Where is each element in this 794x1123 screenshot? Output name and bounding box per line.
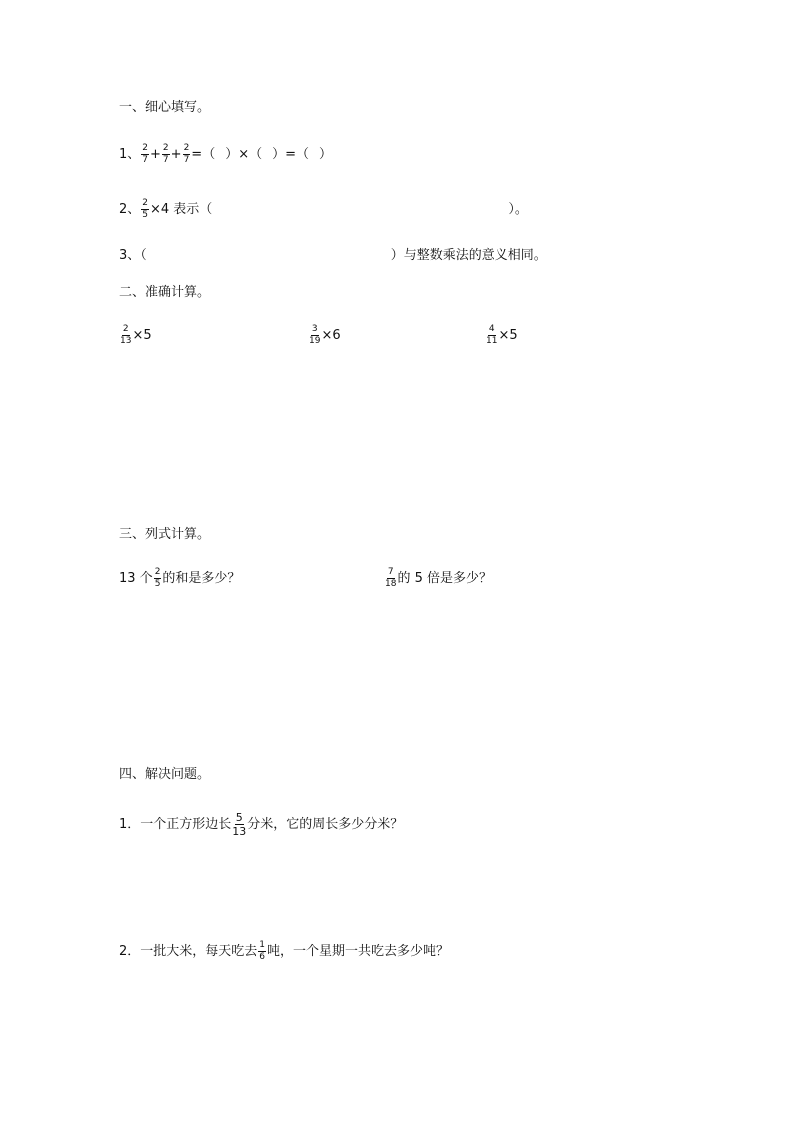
expr-question-b xyxy=(384,568,492,589)
fraction: $\frac{2}{13}$ xyxy=(120,324,132,346)
section-3-heading: 三、列式计算。 xyxy=(119,527,211,542)
fraction: $\frac{2}{7}$ xyxy=(142,143,149,165)
fraction: $\frac{2}{7}$ xyxy=(183,143,190,165)
fraction: $\frac{2}{5}$ xyxy=(142,198,149,220)
word-problem-1 xyxy=(119,812,403,837)
plus-sign: + xyxy=(170,147,182,162)
blank-mid: ）×（ xyxy=(225,147,263,162)
fraction: $\frac{2}{5}$ xyxy=(154,567,161,589)
operator-text: ×5 xyxy=(132,328,152,343)
fraction: $\frac{5}{13}$ xyxy=(232,811,247,838)
q-number: 2、 xyxy=(119,202,141,217)
q-text: 13 个 xyxy=(119,571,153,586)
q-text: 分米，它的周长多少分米？ xyxy=(247,817,404,832)
expr-question-a xyxy=(119,568,240,589)
fraction: $\frac{1}{6}$ xyxy=(259,940,266,962)
question-1-2 xyxy=(119,199,528,220)
q-text: 的 5 倍是多少？ xyxy=(397,571,492,586)
section-4-heading: 四、解决问题。 xyxy=(119,767,211,782)
q-number: 1、 xyxy=(119,147,141,162)
q-text: ）。 xyxy=(508,202,528,217)
calc-item-2 xyxy=(308,325,341,346)
plus-sign: + xyxy=(150,147,161,162)
section-2-heading: 二、准确计算。 xyxy=(119,285,211,300)
q-text: ）与整数乘法的意义相同。 xyxy=(390,248,547,263)
q-text: ×4 表示（ xyxy=(150,202,213,217)
q-text: 吨，一个星期一共吃去多少吨？ xyxy=(267,944,450,959)
q-text: 的和是多少？ xyxy=(162,571,241,586)
blank-close: ） xyxy=(319,147,333,162)
calc-item-1 xyxy=(119,325,152,346)
blank-mid: ）=（ xyxy=(272,147,310,162)
q-text: 1．一个正方形边长 xyxy=(119,817,232,832)
section-1-heading: 一、细心填写。 xyxy=(119,100,211,115)
calc-item-3 xyxy=(485,325,518,346)
question-1-1 xyxy=(119,144,332,165)
q-text: 2．一批大米，每天吃去 xyxy=(119,944,258,959)
q-text: 3、（ xyxy=(119,248,147,263)
fraction: $\frac{3}{19}$ xyxy=(309,324,321,346)
fraction: $\frac{7}{18}$ xyxy=(385,567,397,589)
fraction: $\frac{2}{7}$ xyxy=(162,143,169,165)
fraction: $\frac{4}{11}$ xyxy=(486,324,498,346)
blank-open: =（ xyxy=(191,147,216,162)
operator-text: ×5 xyxy=(498,328,518,343)
word-problem-2 xyxy=(119,941,449,962)
operator-text: ×6 xyxy=(321,328,341,343)
question-1-3 xyxy=(119,249,547,262)
